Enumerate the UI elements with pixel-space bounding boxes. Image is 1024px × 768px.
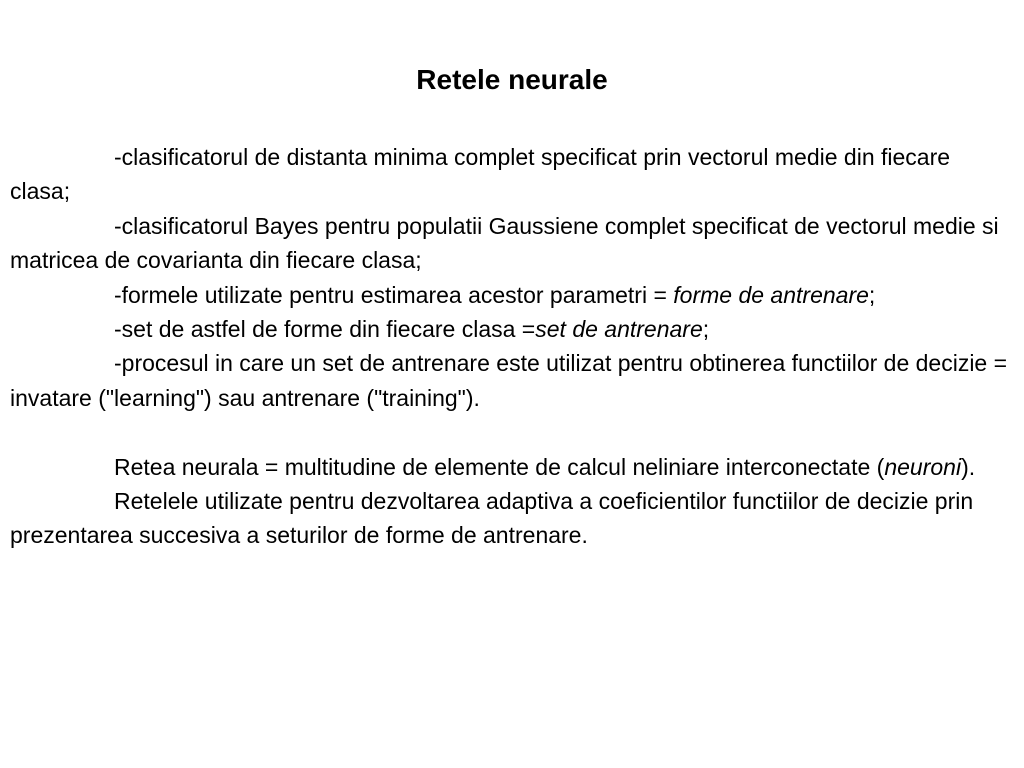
paragraph-learning-process (10, 346, 1015, 415)
paragraph-text: Retea neurala = multitudine de elemente de calcul neliniare interconectate ( (114, 453, 885, 480)
paragraph-text: -clasificatorul Bayes pentru populatii Gaussiene complet specificat de vectorul medie si matricea de covarianta din fiecare clasa; (10, 212, 999, 274)
paragraph-neural-network-definition (10, 450, 1015, 484)
term-neuroni: neuroni (884, 453, 962, 480)
paragraph-distance-classifier (10, 140, 1015, 209)
paragraph-text-end: ; (702, 316, 710, 343)
paragraph-text: -procesul in care un set de antrenare este utilizat pentru obtinerea functiilor de decizie = invatare ("learning") sau antrenare ("training"). (10, 350, 1008, 411)
term-set-de-antrenare: set de antrenare (535, 316, 703, 343)
paragraph-text: -formele utilizate pentru estimarea acestor parametri = (114, 281, 674, 308)
slide-body (10, 140, 1015, 553)
paragraph-bayes-classifier (10, 209, 1015, 278)
paragraph-text: -set de astfel de forme din fiecare clasa = (114, 316, 536, 343)
paragraph-text: Retelele utilizate pentru dezvoltarea adaptiva a coeficientilor functiilor de decizie prin prezentarea succesiva a seturilor de forme de antrenare. (10, 488, 974, 549)
paragraph-training-forms (10, 278, 1015, 312)
paragraph-networks-usage (10, 484, 1015, 553)
paragraph-text: -clasificatorul de distanta minima complet specificat prin vectorul medie din fiecare clasa; (10, 144, 951, 205)
paragraph-spacer (10, 415, 1015, 449)
slide-title: Retele neurale (416, 64, 608, 95)
paragraph-text-end: ; (868, 281, 876, 308)
paragraph-training-set (10, 312, 1015, 346)
term-forme-de-antrenare: forme de antrenare (673, 281, 869, 308)
paragraph-text-end: ). (961, 453, 976, 480)
